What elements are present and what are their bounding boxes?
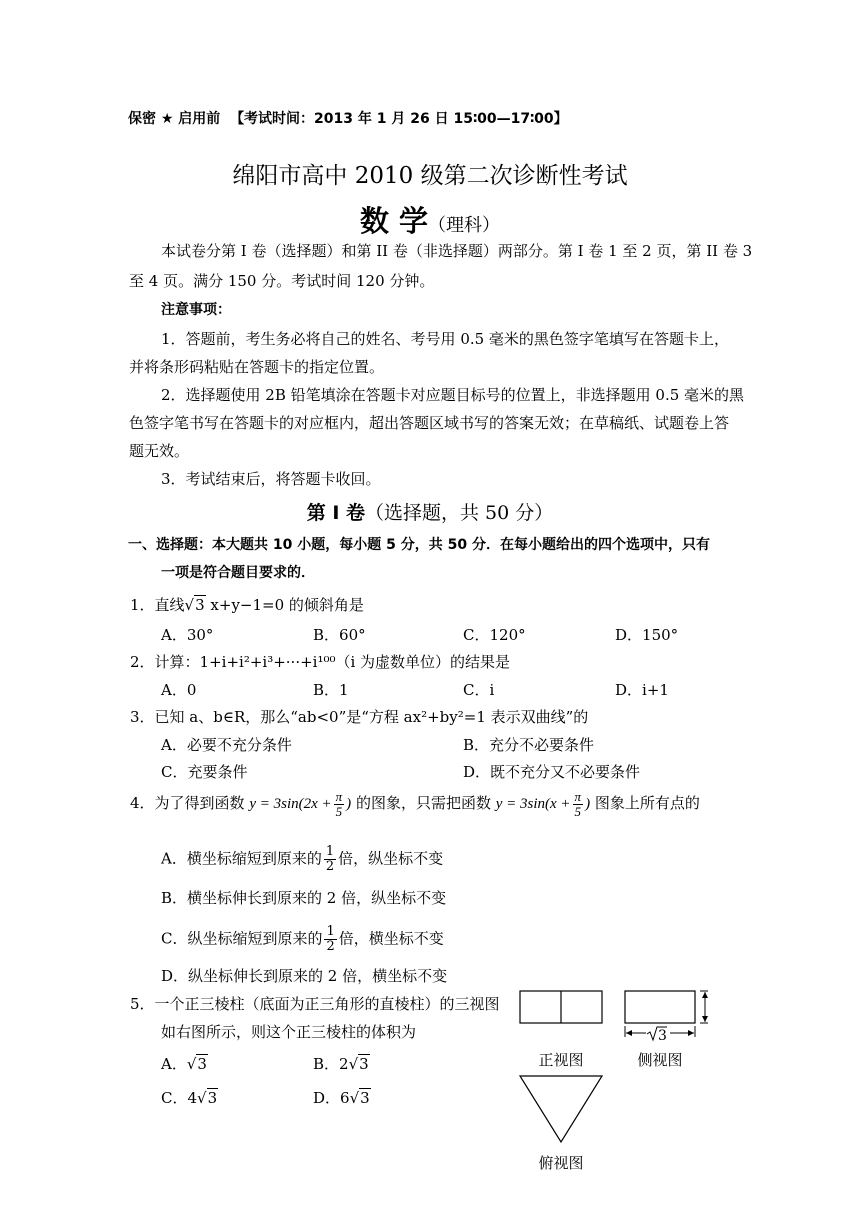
q1-stem bbox=[130, 594, 364, 615]
q4-func2-den: 5 bbox=[574, 804, 582, 819]
q5-option-b-coef: 2 bbox=[339, 1055, 349, 1073]
q5-option-d bbox=[313, 1087, 371, 1108]
subject-title bbox=[0, 199, 860, 240]
notice-2-line-3: 题无效。 bbox=[129, 442, 190, 460]
q4-suffix: 图象上所有点的 bbox=[594, 793, 700, 812]
subject-note: （理科） bbox=[428, 215, 501, 236]
q1-expr: x+y−1=0 的倾斜角是 bbox=[205, 596, 364, 614]
q5-stem-line-1: 5．一个正三棱柱（底面为正三角形的直棱柱）的三视图 bbox=[130, 995, 500, 1013]
q4-option-c-pre: C．纵坐标缩短到原来的 bbox=[161, 929, 323, 948]
q4-option-a-num: 1 bbox=[325, 844, 335, 859]
q5-option-b-sqrt: √3 bbox=[348, 1055, 369, 1073]
q3-option-a: A．必要不充分条件 bbox=[161, 736, 292, 754]
side-dim-value: 3 bbox=[658, 1028, 667, 1044]
q4-func1-right: ) bbox=[346, 795, 352, 812]
q3-stem: 3．已知 a、b∈R，那么“ab<0”是“方程 ax²+by²=1 表示双曲线”的 bbox=[130, 708, 589, 726]
top-view-label: 俯视图 bbox=[538, 1154, 584, 1172]
q4-func2-num: π bbox=[574, 789, 582, 804]
front-view bbox=[520, 991, 602, 1023]
header bbox=[128, 108, 568, 128]
top-view-triangle bbox=[520, 1076, 602, 1142]
q5-option-c-coef: 4 bbox=[187, 1089, 198, 1107]
q3-option-d: D．既不充分又不必要条件 bbox=[463, 763, 641, 781]
q3-option-b: B．充分不必要条件 bbox=[463, 736, 595, 754]
q4-option-c-num: 1 bbox=[326, 924, 335, 939]
section1-line-2: 一项是符合题目要求的． bbox=[161, 565, 315, 581]
q4-option-a-den: 2 bbox=[325, 859, 335, 874]
q5-option-a-sqrt: √3 bbox=[186, 1055, 207, 1073]
subject-name: 数 学 bbox=[359, 204, 429, 238]
q4-prefix: 4．为了得到函数 bbox=[130, 793, 245, 812]
q5-option-c-sqrt: √3 bbox=[197, 1089, 218, 1107]
q2-option-a: A．0 bbox=[161, 681, 197, 699]
q5-option-d-coef: 6 bbox=[340, 1089, 350, 1107]
q4-func2 bbox=[495, 789, 591, 819]
q5-option-d-sqrt: √3 bbox=[349, 1089, 370, 1107]
q2-option-d: D．i+1 bbox=[615, 681, 669, 699]
q5-option-b-value: 3 bbox=[359, 1055, 369, 1073]
q5-option-c bbox=[161, 1087, 218, 1108]
q4-func2-left: y = 3sin(x + bbox=[495, 795, 571, 812]
notice-2-line-2: 色签字笔书写在答题卡的对应框内，超出答题区域书写的答案无效；在草稿纸、试题卷上答 bbox=[129, 414, 730, 432]
notice-1-line-2: 并将条形码粘贴在答题卡的指定位置。 bbox=[129, 358, 385, 376]
part1-title bbox=[0, 498, 860, 525]
q4-func1-den: 5 bbox=[335, 804, 343, 819]
q5-option-d-value: 3 bbox=[360, 1089, 370, 1107]
q4-option-a-pre: A．横坐标缩短到原来的 bbox=[161, 849, 322, 868]
q4-option-c-den: 2 bbox=[326, 939, 335, 954]
three-view-figure bbox=[510, 985, 740, 1180]
q5-option-c-label: C． bbox=[161, 1089, 188, 1107]
q4-option-d: D．纵坐标伸长到原来的 2 倍，横坐标不变 bbox=[161, 967, 448, 985]
notice-2-line-1: 2．选择题使用 2B 铅笔填涂在答题卡对应题目标号的位置上，非选择题用 0.5 毫米的黑 bbox=[161, 386, 745, 404]
q4-option-a bbox=[161, 845, 443, 874]
q4-func2-frac bbox=[573, 790, 584, 819]
q4-mid: 的图象，只需把函数 bbox=[355, 793, 491, 812]
section1-line-1: 一、选择题：本大题共 10 小题，每小题 5 分，共 50 分．在每小题给出的四个选项中，只有 bbox=[128, 537, 710, 553]
q2-option-b: B．1 bbox=[313, 681, 349, 699]
part1-title-bold: 第 Ⅰ 卷 bbox=[306, 502, 366, 524]
q5-option-d-label: D． bbox=[313, 1089, 341, 1107]
exam-time: 【考试时间：2013 年 1 月 26 日 15∶00—17∶00】 bbox=[230, 111, 568, 127]
q1-option-d: D．150° bbox=[615, 626, 679, 644]
q5-option-b-label: B． bbox=[313, 1055, 340, 1073]
notice-3-line-1: 3．考试结束后，将答题卡收回。 bbox=[161, 470, 381, 488]
q5-option-a-value: 3 bbox=[197, 1055, 207, 1073]
q5-option-a-label: A． bbox=[161, 1055, 187, 1073]
q4-option-b: B．横坐标伸长到原来的 2 倍，纵坐标不变 bbox=[161, 889, 447, 907]
q1-sqrt-value: 3 bbox=[195, 596, 205, 614]
q4-func1 bbox=[249, 789, 352, 819]
q4-func1-frac bbox=[334, 790, 345, 819]
exam-title: 绵阳市高中 2010 级第二次诊断性考试 bbox=[232, 163, 628, 189]
side-view bbox=[625, 991, 708, 1044]
q5-option-a bbox=[161, 1053, 208, 1074]
q2-stem: 2．计算：1+i+i²+i³+···+i¹⁰⁰（i 为虚数单位）的结果是 bbox=[130, 653, 511, 671]
q5-option-b bbox=[313, 1053, 370, 1074]
front-view-label: 正视图 bbox=[538, 1051, 584, 1069]
part1-title-rest: （选择题，共 50 分） bbox=[365, 502, 554, 524]
side-view-label: 侧视图 bbox=[637, 1051, 683, 1069]
intro-line-1: 本试卷分第 I 卷（选择题）和第 II 卷（非选择题）两部分。第 I 卷 1 至 2 页，第 II 卷 3 bbox=[161, 242, 753, 260]
q5-option-c-value: 3 bbox=[207, 1089, 218, 1107]
q1-prefix: 1．直线 bbox=[130, 596, 185, 614]
q4-func1-num: π bbox=[335, 789, 343, 804]
q1-option-c: C．120° bbox=[463, 626, 526, 644]
q4-option-a-post: 倍，纵坐标不变 bbox=[338, 849, 444, 868]
q1-option-b: B．60° bbox=[313, 626, 366, 644]
notice-heading: 注意事项： bbox=[161, 302, 231, 318]
q4-func1-left: y = 3sin(2x + bbox=[249, 795, 332, 812]
q3-option-c: C．充要条件 bbox=[161, 763, 248, 781]
intro-line-2: 至 4 页。满分 150 分。考试时间 120 分钟。 bbox=[129, 272, 435, 290]
q1-option-a: A．30° bbox=[161, 626, 214, 644]
q4-func2-right: ) bbox=[585, 795, 591, 812]
notice-1-line-1: 1．答题前，考生务必将自己的姓名、考号用 0.5 毫米的黑色签字笔填写在答题卡上， bbox=[161, 330, 729, 348]
q5-stem-line-2: 如右图所示，则这个正三棱柱的体积为 bbox=[161, 1023, 417, 1041]
q4-option-a-frac bbox=[324, 845, 336, 874]
q4-option-c-post: 倍，横坐标不变 bbox=[338, 929, 444, 948]
q4-option-c bbox=[161, 925, 444, 954]
q4-option-c-frac bbox=[324, 925, 336, 954]
q2-option-c: C．i bbox=[463, 681, 495, 699]
secret-label: 保密 ★ 启用前 bbox=[128, 111, 221, 127]
q1-sqrt: √3 bbox=[184, 596, 205, 614]
q4-stem bbox=[130, 790, 700, 819]
side-view-rect bbox=[625, 991, 695, 1023]
